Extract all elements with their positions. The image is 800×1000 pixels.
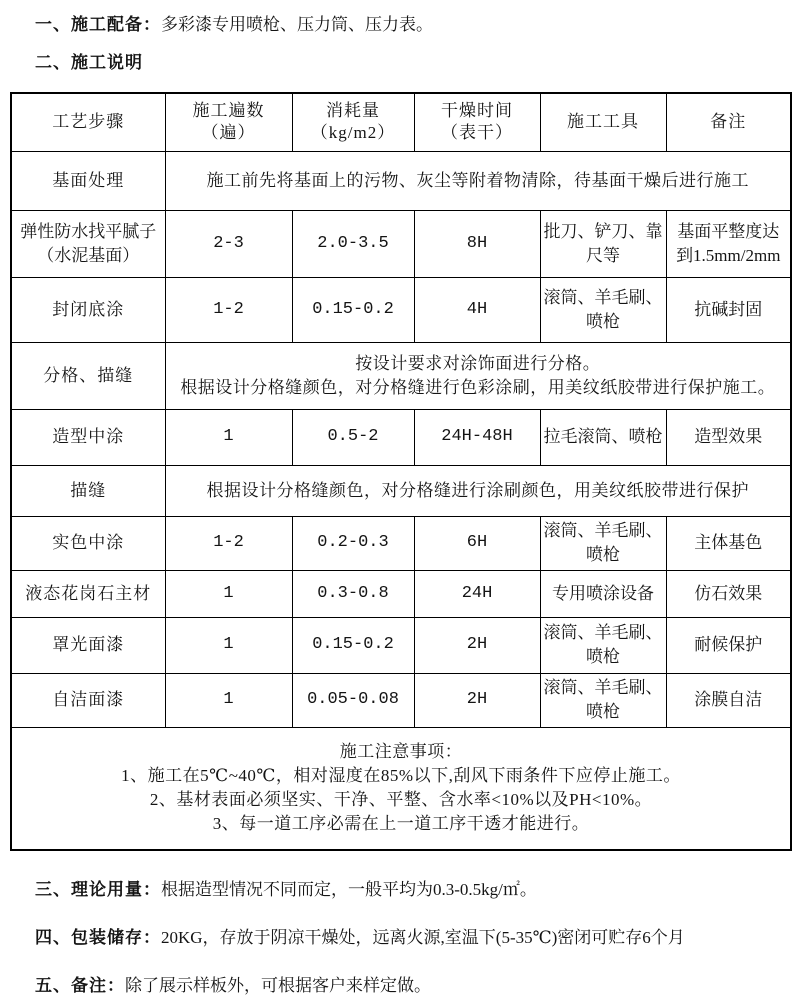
cell-dry-time: 2H xyxy=(414,673,540,727)
table-row xyxy=(11,465,791,516)
cell-consumption: 0.2-0.3 xyxy=(292,516,414,570)
cell-step: 罩光面漆 xyxy=(11,617,165,673)
cell-step: 自洁面漆 xyxy=(11,673,165,727)
cell-consumption: 2.0-3.5 xyxy=(292,210,414,277)
cell-coats: 1 xyxy=(165,570,292,617)
table-row xyxy=(11,151,791,210)
cell-remark: 仿石效果 xyxy=(666,570,791,617)
table-header-row xyxy=(11,93,791,151)
notes-item: 1、施工在5℃~40℃，相对湿度在85%以下,刮风下雨条件下应停止施工。 xyxy=(121,766,681,786)
cell-step: 描缝 xyxy=(11,465,165,516)
section-instructions-heading xyxy=(35,52,800,74)
cell-dry-time: 8H xyxy=(414,210,540,277)
cell-consumption: 0.05-0.08 xyxy=(292,673,414,727)
cell-coats: 2-3 xyxy=(165,210,292,277)
table-row xyxy=(11,617,791,673)
section-packaging-storage-text: 20KG，存放于阴凉干燥处，远离火源,室温下(5-35℃)密闭可贮存6个月 xyxy=(161,928,685,947)
cell-remark: 造型效果 xyxy=(666,409,791,465)
cell-tools: 专用喷涂设备 xyxy=(540,570,666,617)
cell-tools: 滚筒、羊毛刷、喷枪 xyxy=(540,277,666,342)
table-notes-row xyxy=(11,727,791,850)
header-consumption: 消耗量 （kg/m2） xyxy=(292,93,414,151)
header-coats: 施工遍数 （遍） xyxy=(165,93,292,151)
table-row xyxy=(11,516,791,570)
cell-coats: 1 xyxy=(165,673,292,727)
notes-title: 施工注意事项： xyxy=(339,742,463,762)
cell-step: 弹性防水找平腻子（水泥基面） xyxy=(11,210,165,277)
cell-description xyxy=(165,342,791,409)
cell-tools: 批刀、铲刀、靠尺等 xyxy=(540,210,666,277)
cell-step: 封闭底涂 xyxy=(11,277,165,342)
table-row xyxy=(11,342,791,409)
section-packaging-storage-label: 四、包装储存： xyxy=(35,928,161,947)
cell-remark: 耐候保护 xyxy=(666,617,791,673)
cell-step: 造型中涂 xyxy=(11,409,165,465)
section-equipment-text: 多彩漆专用喷枪、压力筒、压力表。 xyxy=(161,15,433,34)
table-row xyxy=(11,673,791,727)
table-row xyxy=(11,277,791,342)
cell-description: 施工前先将基面上的污物、灰尘等附着物清除，待基面干燥后进行施工 xyxy=(165,151,791,210)
cell-coats: 1 xyxy=(165,409,292,465)
section-packaging-storage xyxy=(35,927,800,949)
cell-description: 根据设计分格缝颜色，对分格缝进行涂刷颜色，用美纹纸胶带进行保护 xyxy=(165,465,791,516)
section-remark-text: 除了展示样板外，可根据客户来样定做。 xyxy=(125,976,431,995)
cell-consumption: 0.5-2 xyxy=(292,409,414,465)
notes-item: 2、基材表面必须坚实、干净、平整、含水率<10%以及PH<10%。 xyxy=(149,790,653,810)
header-dry-time: 干燥时间 （表干） xyxy=(414,93,540,151)
header-process-step: 工艺步骤 xyxy=(11,93,165,151)
section-remark xyxy=(35,975,800,997)
section-theoretical-usage xyxy=(35,879,800,901)
table-row xyxy=(11,210,791,277)
cell-dry-time: 2H xyxy=(414,617,540,673)
header-remark: 备注 xyxy=(666,93,791,151)
section-theoretical-usage-text: 根据造型情况不同而定，一般平均为0.3-0.5kg/㎡。 xyxy=(161,880,537,899)
section-theoretical-usage-label: 三、理论用量： xyxy=(35,880,161,899)
cell-step: 基面处理 xyxy=(11,151,165,210)
section-instructions-label: 二、施工说明 xyxy=(35,53,143,72)
cell-dry-time: 24H xyxy=(414,570,540,617)
cell-remark: 基面平整度达到1.5mm/2mm xyxy=(666,210,791,277)
header-tools: 施工工具 xyxy=(540,93,666,151)
cell-consumption: 0.3-0.8 xyxy=(292,570,414,617)
section-remark-label: 五、备注： xyxy=(35,976,125,995)
cell-dry-time: 4H xyxy=(414,277,540,342)
construction-spec-table xyxy=(10,92,792,851)
bottom-sections xyxy=(0,879,800,997)
cell-step: 分格、描缝 xyxy=(11,342,165,409)
description-line-1: 按设计要求对涂饰面进行分格。 xyxy=(355,353,601,373)
cell-remark: 抗碱封固 xyxy=(666,277,791,342)
section-equipment xyxy=(35,14,800,36)
table-row xyxy=(11,570,791,617)
cell-consumption: 0.15-0.2 xyxy=(292,617,414,673)
cell-tools: 滚筒、羊毛刷、喷枪 xyxy=(540,673,666,727)
construction-notes xyxy=(11,727,791,850)
notes-item: 3、每一道工序必需在上一道工序干透才能进行。 xyxy=(212,814,590,834)
cell-step: 实色中涂 xyxy=(11,516,165,570)
cell-coats: 1 xyxy=(165,617,292,673)
cell-coats: 1-2 xyxy=(165,277,292,342)
cell-remark: 涂膜自洁 xyxy=(666,673,791,727)
cell-consumption: 0.15-0.2 xyxy=(292,277,414,342)
cell-dry-time: 24H-48H xyxy=(414,409,540,465)
table-row xyxy=(11,409,791,465)
description-line-2: 根据设计分格缝颜色，对分格缝进行色彩涂刷，用美纹纸胶带进行保护施工。 xyxy=(180,377,776,397)
cell-remark: 主体基色 xyxy=(666,516,791,570)
cell-tools: 滚筒、羊毛刷、喷枪 xyxy=(540,516,666,570)
cell-tools: 滚筒、羊毛刷、喷枪 xyxy=(540,617,666,673)
section-equipment-label: 一、施工配备： xyxy=(35,15,161,34)
cell-coats: 1-2 xyxy=(165,516,292,570)
cell-tools: 拉毛滚筒、喷枪 xyxy=(540,409,666,465)
cell-dry-time: 6H xyxy=(414,516,540,570)
cell-step: 液态花岗石主材 xyxy=(11,570,165,617)
